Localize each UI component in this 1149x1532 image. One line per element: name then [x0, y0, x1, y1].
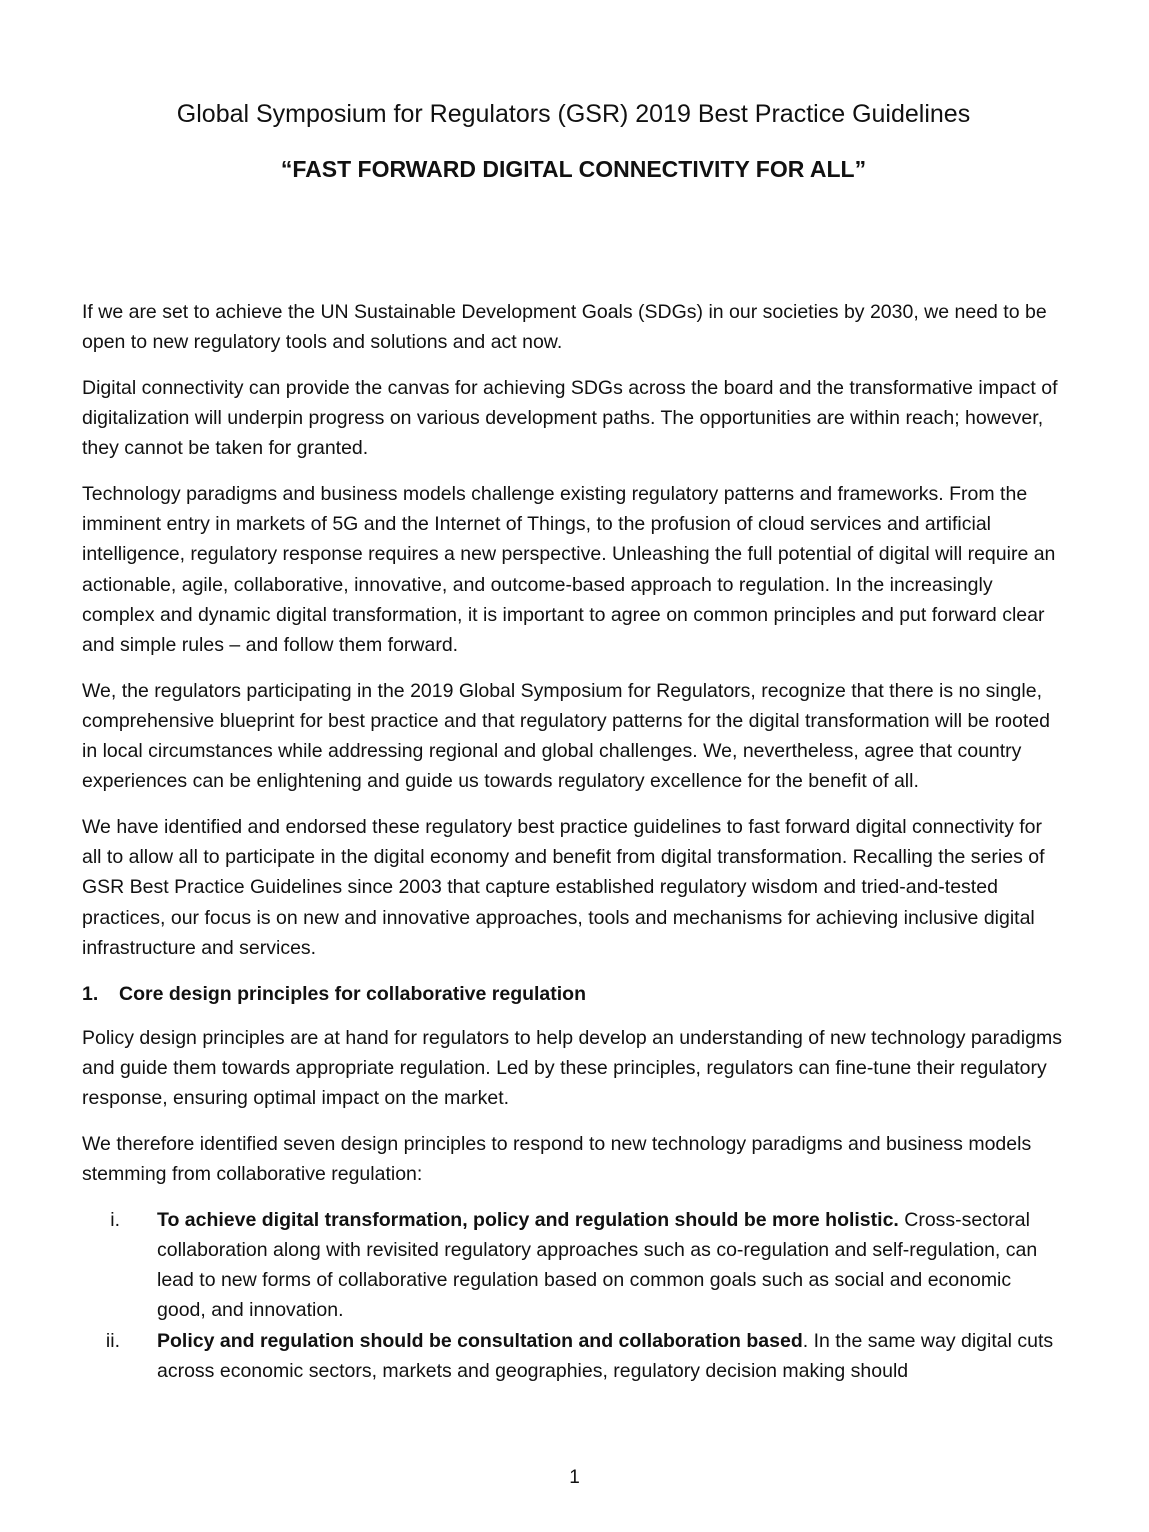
section-heading [82, 979, 1065, 1009]
principle-text: Cross-sectoral collaboration along with revisited regulatory approaches such as co-regulation and self-regulation, can lead to new forms of collaborative regulation based on common goals such as social and economic good, and innovation. [157, 1208, 1038, 1322]
principle-item [82, 1326, 1065, 1386]
intro-paragraph-4: We, the regulators participating in the 2019 Global Symposium for Regulators, recognize that there is no single, comprehensive blueprint for best practice and that regulatory patterns for the digital transformation will be rooted in local circumstances while addressing regional and global challenges. We, nevertheless, agree that country experiences can be enlightening and guide us towards regulatory excellence for the benefit of all. [82, 679, 1050, 793]
document-title: Global Symposium for Regulators (GSR) 2019 Best Practice Guidelines [176, 100, 971, 128]
section-heading-text: Core design principles for collaborative regulation [119, 982, 587, 1005]
section-paragraph-1: Policy design principles are at hand for regulators to help develop an understanding of new technology paradigms and guide them towards appropriate regulation. Led by these principles, regulators can fine-tune their regulatory response, ensuring optimal impact on the market. [82, 1026, 1062, 1110]
principle-item [82, 1205, 1065, 1326]
principles-list [82, 1205, 1065, 1386]
document-body [82, 297, 1065, 1386]
principle-text: . In the same way digital cuts across economic sectors, markets and geographies, regulatory decision making should [157, 1329, 1054, 1382]
principle-lead: To achieve digital transformation, policy and regulation should be more holistic. [157, 1208, 899, 1231]
intro-paragraph-5: We have identified and endorsed these regulatory best practice guidelines to fast forward digital connectivity for all to allow all to participate in the digital economy and benefit from digital transformation. Recalling the series of GSR Best Practice Guidelines since 2003 that capture established regulatory wisdom and tried-and-tested practices, our focus is on new and innovative approaches, tools and mechanisms for achieving inclusive digital infrastructure and services. [82, 816, 1045, 959]
page-number: 1 [569, 1467, 580, 1488]
section-number: 1. [82, 982, 99, 1005]
intro-paragraph-1: If we are set to achieve the UN Sustainable Development Goals (SDGs) in our societies by 2030, we need to be open to new regulatory tools and solutions and act now. [82, 301, 1047, 354]
principle-lead: Policy and regulation should be consultation and collaboration based [157, 1329, 803, 1352]
principle-marker: i. [110, 1208, 120, 1231]
intro-paragraph-3: Technology paradigms and business models challenge existing regulatory patterns and frameworks. From the imminent entry in markets of 5G and the Internet of Things, to the profusion of cloud services and artificial intelligence, regulatory response requires a new perspective. Unleashing the full potential of digital will require an actionable, agile, collaborative, innovative, and outcome-based approach to regulation. In the increasingly complex and dynamic digital transformation, it is important to agree on common principles and put forward clear and simple rules – and follow them forward. [82, 483, 1056, 657]
intro-paragraph-2: Digital connectivity can provide the canvas for achieving SDGs across the board and the transformative impact of digitalization will underpin progress on various development paths. The opportunities are within reach; however, they cannot be taken for granted. [82, 376, 1058, 460]
section-paragraph-2: We therefore identified seven design principles to respond to new technology paradigms and business models stemming from collaborative regulation: [82, 1132, 1032, 1186]
principle-marker: ii. [105, 1329, 120, 1352]
document-subtitle: “FAST FORWARD DIGITAL CONNECTIVITY FOR ALL” [280, 156, 867, 182]
